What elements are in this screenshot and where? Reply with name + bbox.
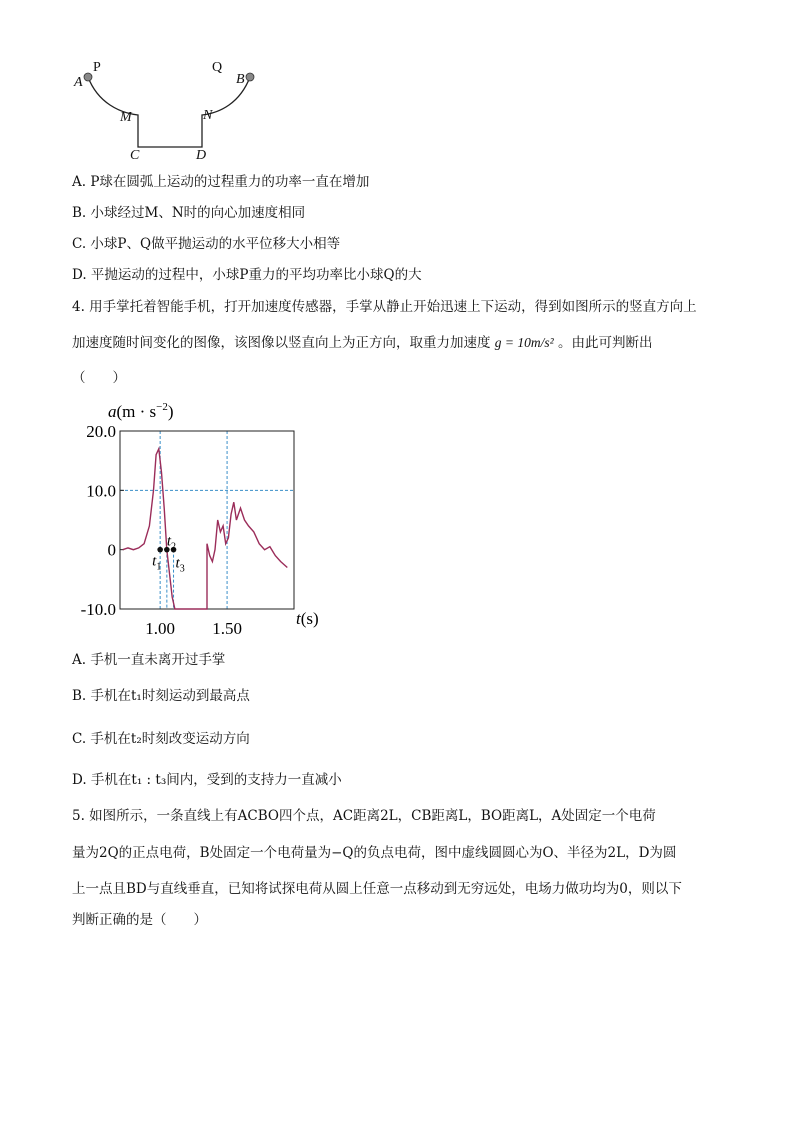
x-tick-label: 1.00 (145, 619, 176, 638)
q3-option-a: A. P球在圆弧上运动的过程重力的功率一直在增加 (72, 174, 370, 190)
q3-option-b: B. 小球经过M、N时的向心加速度相同 (72, 205, 306, 221)
point-label-t2: $t_2$ (166, 533, 177, 553)
label-n: N (203, 108, 213, 123)
q4-stem-line3: （ ） (72, 370, 126, 386)
point-t1 (157, 547, 163, 553)
label-b: B (236, 72, 245, 87)
point-label-t1: $t_1$ (152, 553, 162, 573)
track-path (88, 77, 250, 147)
q5-stem-line2: 量为2Q的正点电荷，B处固定一个电荷量为−Q的负点电荷，图中虚线圆圆心为O、半径为2L，D为圆 (72, 845, 677, 861)
x-tick-label: 1.50 (212, 619, 242, 638)
q4-stem-line2-pre: 加速度随时间变化的图像，该图像以竖直向上为正方向，取重力加速度 (72, 335, 495, 351)
label-c: C (130, 148, 140, 163)
q4-stem-line2-post: 。由此可判断出 (553, 335, 653, 351)
acceleration-chart (60, 395, 340, 645)
q3-option-d: D. 平抛运动的过程中，小球P重力的平均功率比小球Q的大 (72, 267, 422, 283)
q4-option-a: A. 手机一直未离开过手掌 (72, 652, 226, 668)
q4-option-d: D. 手机在t₁ : t₃间内，受到的支持力一直减小 (72, 772, 342, 788)
series-curve (123, 449, 288, 609)
q5-stem-line3: 上一点且BD与直线垂直，已知将试探电荷从圆上任意一点移动到无穷远处，电场力做功均为0，则以下 (72, 881, 682, 897)
ball-p (84, 73, 92, 81)
q4-option-b: B. 手机在t₁时刻运动到最高点 (72, 688, 250, 704)
y-tick-label: -10.0 (80, 600, 116, 619)
q4-stem-line2 (72, 333, 653, 353)
ball-q (246, 73, 254, 81)
label-q: Q (212, 60, 223, 75)
x-axis-label: t(s) (296, 609, 319, 628)
y-axis-label: $a(m \cdot s^{-2})$ (108, 401, 174, 421)
y-tick-label: 10.0 (86, 481, 116, 501)
y-tick-label: 20.0 (86, 422, 116, 441)
y-tick-label: 0 (107, 540, 116, 560)
point-label-t3: $t_3$ (175, 555, 185, 575)
label-a: A (74, 75, 83, 90)
label-d: D (196, 148, 207, 163)
q5-stem-line1: 5. 如图所示，一条直线上有ACBO四个点，AC距离2L，CB距离L，BO距离L，A处固定一个电荷 (72, 808, 656, 824)
label-m: M (120, 110, 132, 125)
label-p: P (93, 60, 101, 75)
q4-gravity-value: g = 10m/s² (494, 335, 554, 350)
q3-option-c: C. 小球P、Q做平抛运动的水平位移大小相等 (72, 236, 341, 252)
q4-option-c: C. 手机在t₂时刻改变运动方向 (72, 731, 250, 747)
q5-stem-line4: 判断正确的是（ ） (72, 912, 207, 928)
q4-stem-line1: 4. 用手掌托着智能手机，打开加速度传感器，手掌从静止开始迅速上下运动，得到如图所示的竖直方向上 (72, 299, 697, 315)
